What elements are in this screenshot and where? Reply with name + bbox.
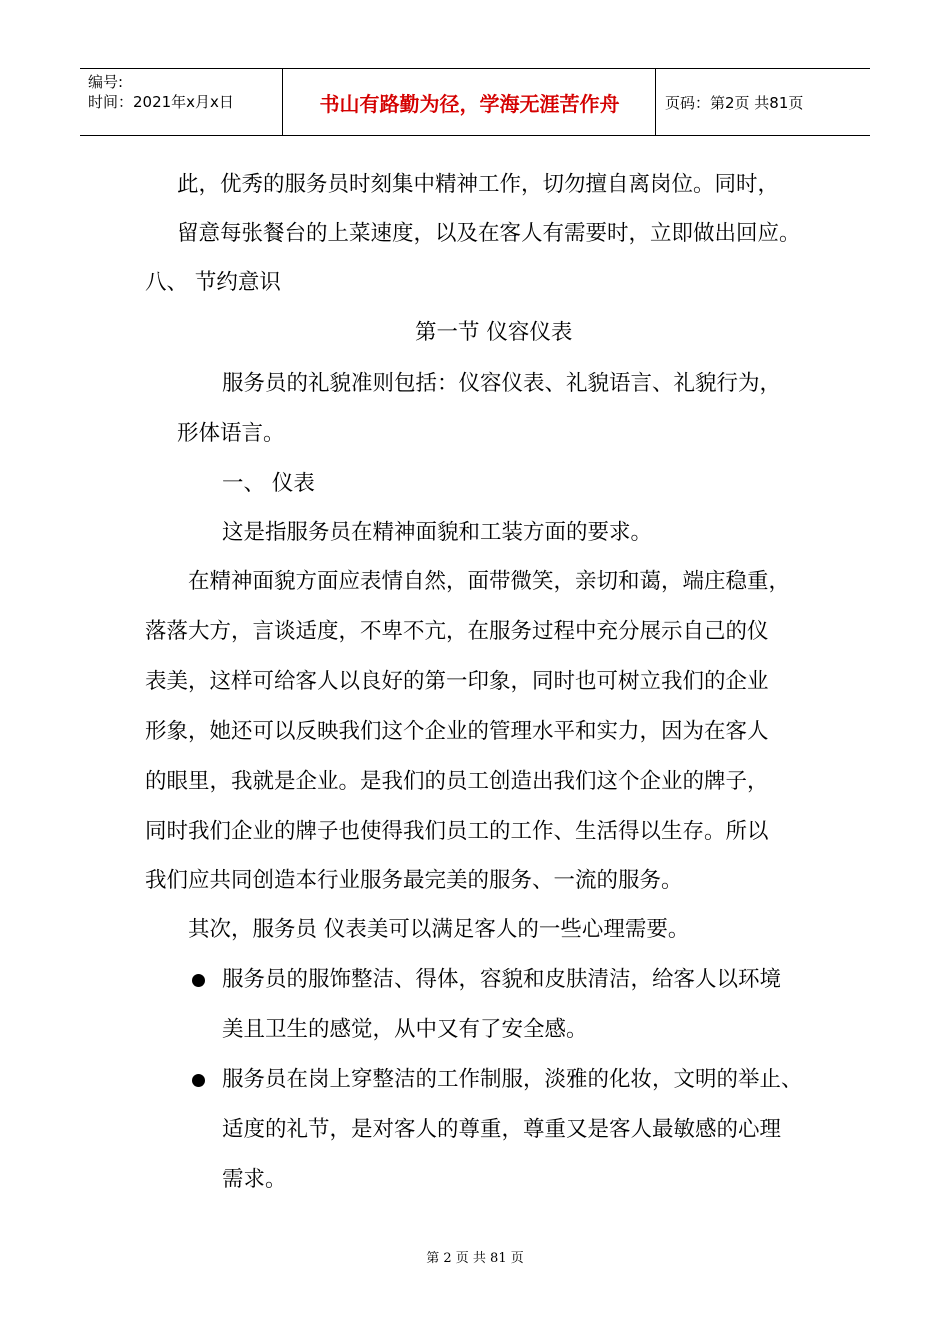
bullet-item-line: 需求。 — [222, 1167, 287, 1192]
body-line: 留意每张餐台的上菜速度，以及在客人有需要时，立即做出回应。 — [177, 221, 801, 246]
bullet-item-line: 美且卫生的感觉，从中又有了安全感。 — [222, 1017, 588, 1042]
document-number-label: 编号: — [88, 73, 124, 91]
header-divider-left — [282, 69, 283, 135]
bullet-item-line: 适度的礼节，是对客人的尊重，尊重又是客人最敏感的心理 — [222, 1117, 782, 1142]
header-divider-right — [655, 69, 656, 135]
body-line: 这是指服务员在精神面貌和工装方面的要求。 — [222, 520, 653, 545]
body-line: 其次，服务员 仪表美可以满足客人的一些心理需要。 — [188, 917, 690, 942]
document-date-label: 时间：2021年x月x日 — [88, 93, 234, 111]
header-meta — [88, 72, 234, 112]
page-header — [80, 68, 870, 136]
bullet-item-line: 服务员在岗上穿整洁的工作制服，淡雅的化妆，文明的举止、 — [222, 1067, 803, 1092]
body-line: 的眼里，我就是企业。是我们的员工创造出我们这个企业的牌子， — [145, 769, 769, 794]
body-line: 服务员的礼貌准则包括：仪容仪表、礼貌语言、礼貌行为， — [222, 371, 782, 396]
body-line: 落落大方，言谈适度，不卑不亢，在服务过程中充分展示自己的仪 — [145, 619, 769, 644]
body-line: 形象，她还可以反映我们这个企业的管理水平和实力，因为在客人 — [145, 719, 769, 744]
body-line: 此，优秀的服务员时刻集中精神工作，切勿擅自离岗位。同时， — [177, 172, 780, 197]
body-line: 形体语言。 — [177, 421, 285, 446]
body-line: 同时我们企业的牌子也使得我们员工的工作、生活得以生存。所以 — [145, 819, 769, 844]
body-line: 在精神面貌方面应表情自然，面带微笑，亲切和蔼，端庄稳重， — [188, 569, 791, 594]
header-page-info: 页码：第2页 共81页 — [665, 93, 804, 112]
page-footer: 第 2 页 共 81 页 — [426, 1251, 524, 1266]
subsection-heading: 一、 仪表 — [222, 471, 315, 496]
chapter-title: 第一节 仪容仪表 — [415, 320, 573, 345]
section-heading: 八、 节约意识 — [145, 270, 281, 295]
bullet-item-line: 服务员的服饰整洁、得体，容貌和皮肤清洁，给客人以环境 — [222, 967, 782, 992]
header-motto: 书山有路勤为径，学海无涯苦作舟 — [319, 91, 620, 116]
bullet-icon — [192, 974, 205, 987]
bullet-icon — [192, 1074, 205, 1087]
body-line: 表美，这样可给客人以良好的第一印象，同时也可树立我们的企业 — [145, 669, 769, 694]
body-line: 我们应共同创造本行业服务最完美的服务、一流的服务。 — [145, 868, 683, 893]
